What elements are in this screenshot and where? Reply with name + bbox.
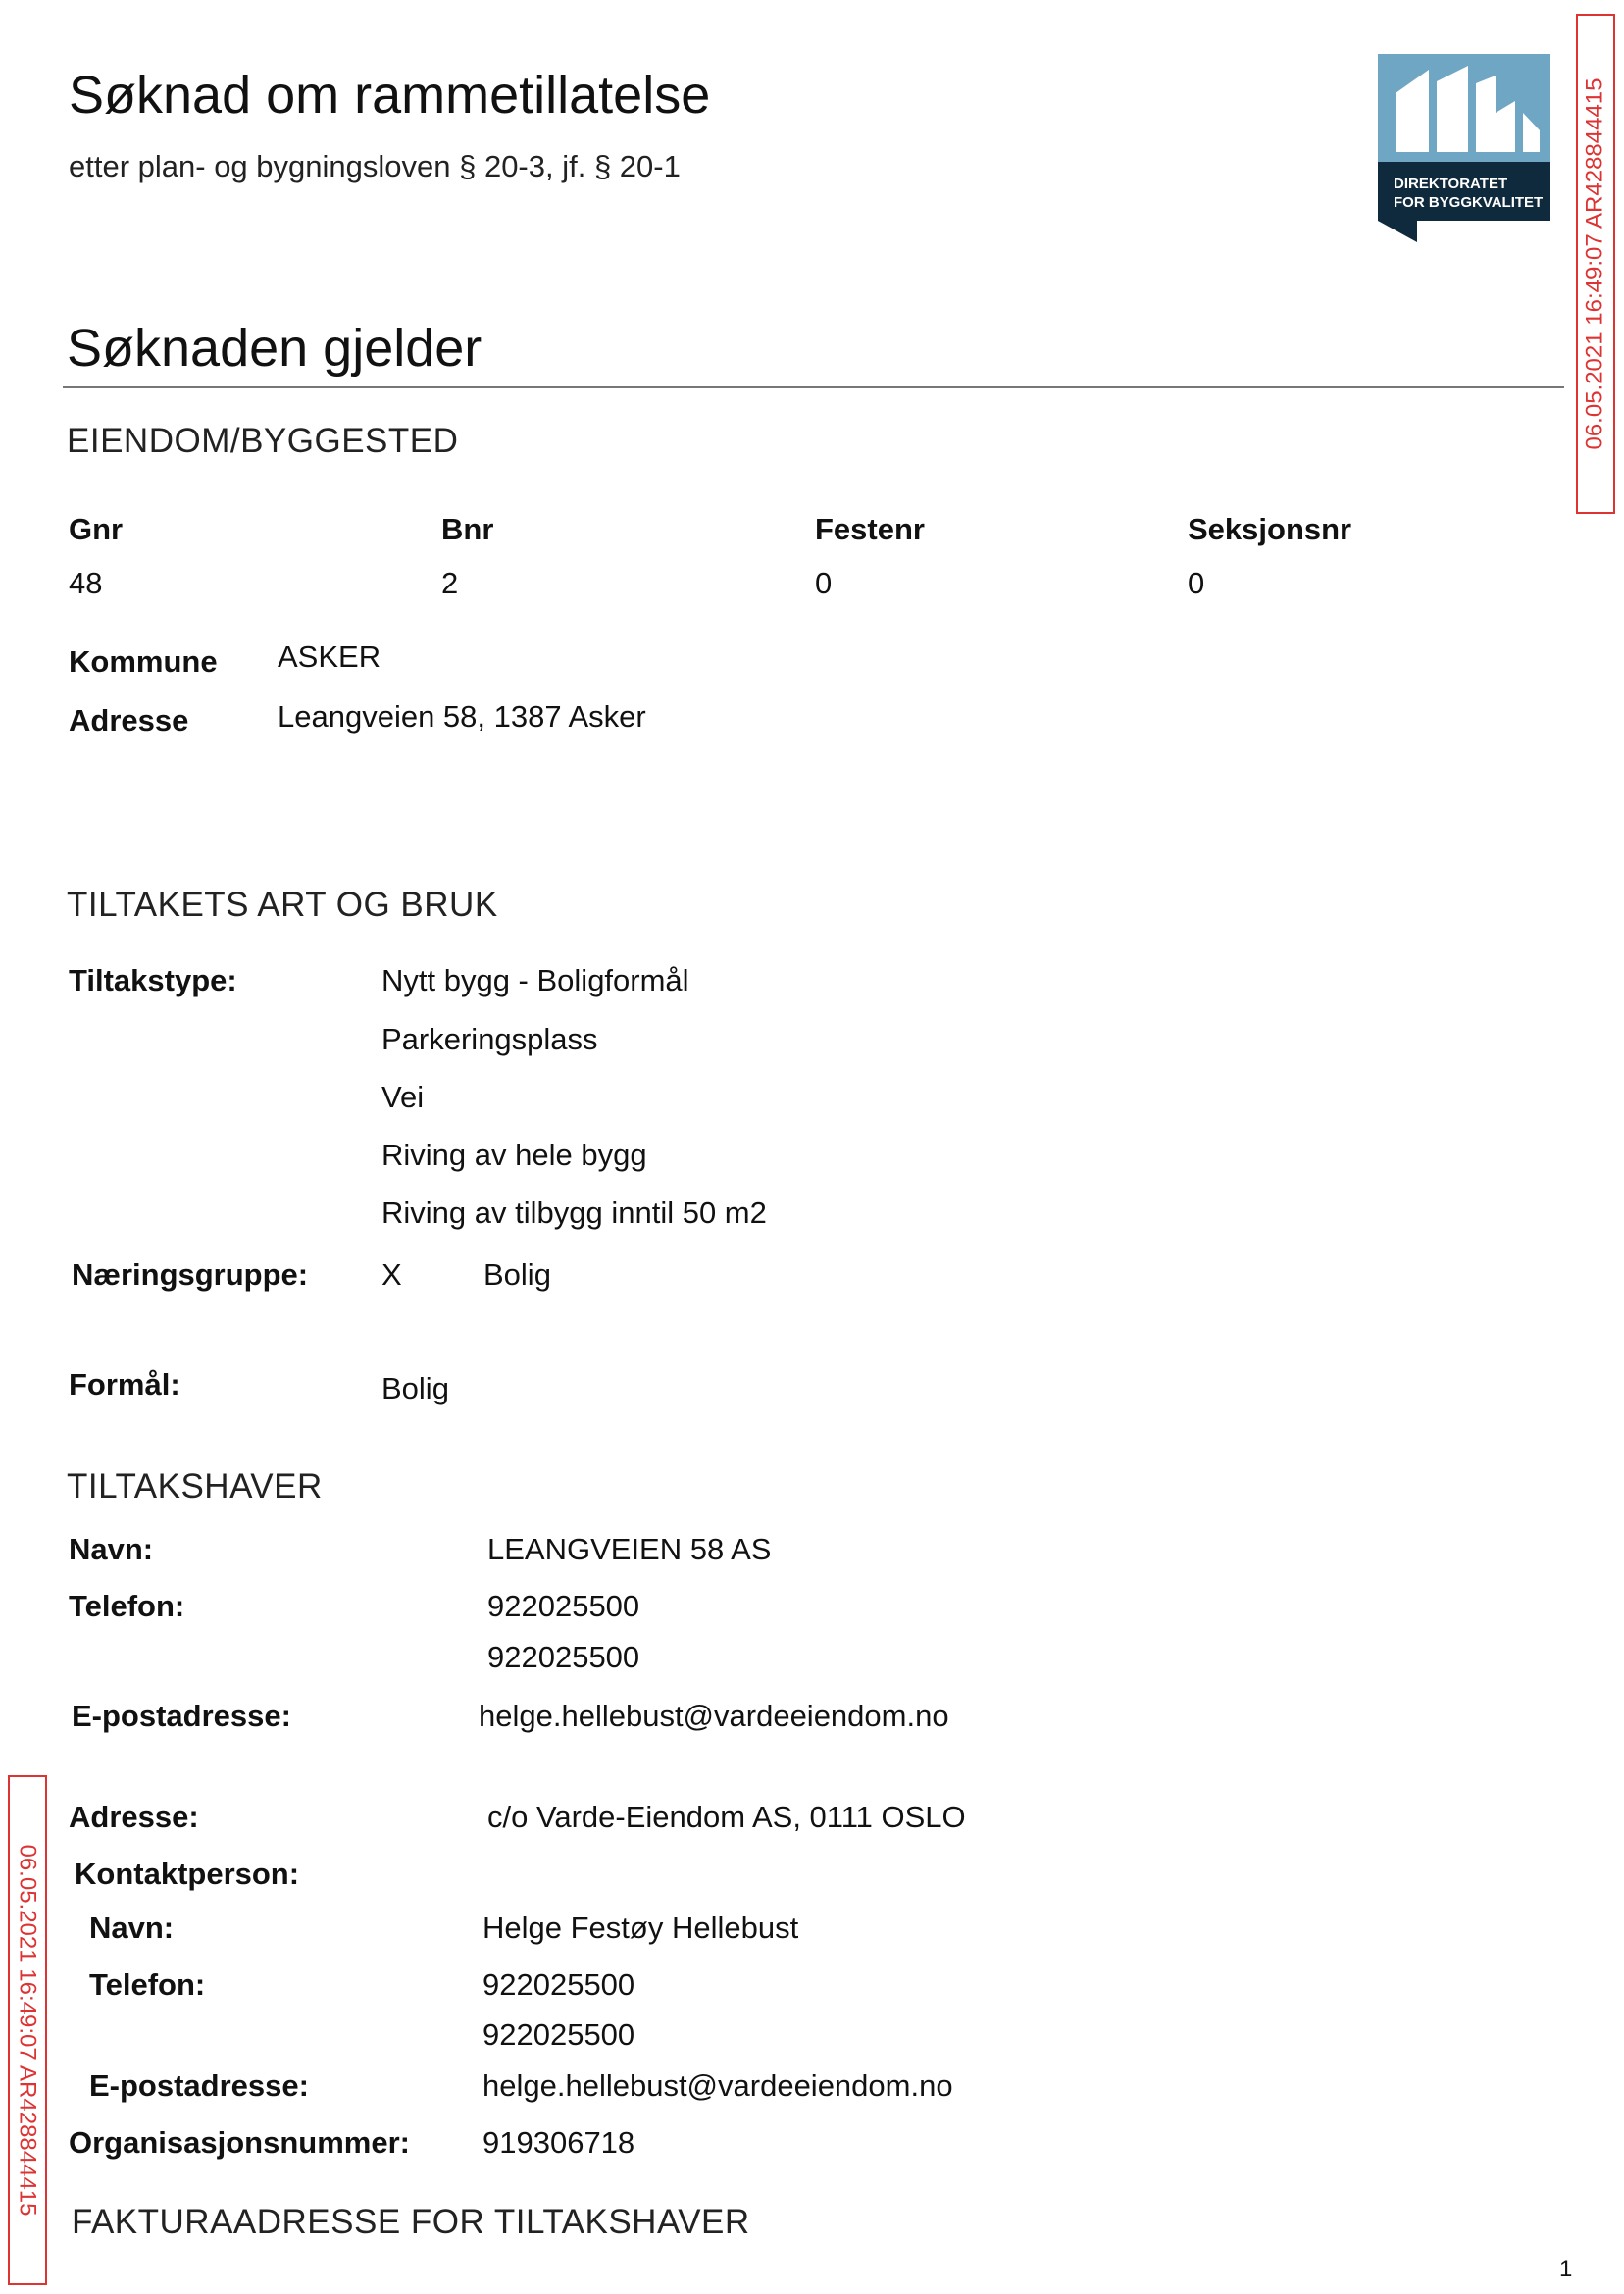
tiltak-heading: TILTAKETS ART OG BRUK xyxy=(67,886,498,924)
svg-text:FOR BYGGKVALITET: FOR BYGGKVALITET xyxy=(1394,194,1544,211)
section-divider xyxy=(63,386,1564,388)
kontakt-navn-label: Navn: xyxy=(89,1911,175,1945)
adresse-label: Adresse xyxy=(69,703,189,738)
naeringsgruppe-code: X xyxy=(381,1257,402,1292)
section-title: Søknaden gjelder xyxy=(67,319,482,378)
orgnr-label: Organisasjonsnummer: xyxy=(69,2125,410,2160)
stamp-top-right: 06.05.2021 16:49:07 AR428844415 xyxy=(1576,14,1615,514)
kontaktperson-label: Kontaktperson: xyxy=(75,1857,300,1891)
tiltakstype-item: Vei xyxy=(381,1080,425,1114)
faktura-heading: FAKTURAADRESSE FOR TILTAKSHAVER xyxy=(72,2203,750,2241)
kontakt-telefon-label: Telefon: xyxy=(89,1967,206,2002)
formal-label: Formål: xyxy=(69,1367,180,1402)
orgnr-value: 919306718 xyxy=(482,2125,635,2160)
naeringsgruppe-value: Bolig xyxy=(483,1257,551,1292)
kontakt-telefon-value-2: 922025500 xyxy=(482,2017,635,2052)
tiltakshaver-telefon-value: 922025500 xyxy=(487,1589,640,1623)
document-title: Søknad om rammetillatelse xyxy=(69,66,711,125)
bnr-label: Bnr xyxy=(441,512,494,546)
tiltakshaver-epost-value: helge.hellebust@vardeeiendom.no xyxy=(479,1699,949,1733)
svg-text:DIREKTORATET: DIREKTORATET xyxy=(1394,176,1508,192)
kommune-value: ASKER xyxy=(278,639,381,674)
gnr-label: Gnr xyxy=(69,512,124,546)
tiltakstype-item: Parkeringsplass xyxy=(381,1022,598,1056)
formal-value: Bolig xyxy=(381,1371,449,1405)
tiltakstype-label: Tiltakstype: xyxy=(69,963,237,997)
kommune-label: Kommune xyxy=(69,644,218,679)
tiltakstype-item: Riving av hele bygg xyxy=(381,1138,647,1172)
naeringsgruppe-label: Næringsgruppe: xyxy=(72,1257,309,1292)
festenr-value: 0 xyxy=(815,566,833,600)
tiltakshaver-telefon-value-2: 922025500 xyxy=(487,1640,640,1674)
tiltakshaver-adresse-label: Adresse: xyxy=(69,1800,199,1834)
dibk-logo-icon xyxy=(1378,54,1550,242)
kontakt-epost-value: helge.hellebust@vardeeiendom.no xyxy=(482,2068,953,2103)
stamp-bottom-left: 06.05.2021 16:49:07 AR428844415 xyxy=(8,1775,47,2285)
tiltakshaver-adresse-value: c/o Varde-Eiendom AS, 0111 OSLO xyxy=(487,1800,966,1834)
gnr-value: 48 xyxy=(69,566,103,600)
page-number: 1 xyxy=(1559,2256,1573,2282)
seksjonsnr-value: 0 xyxy=(1188,566,1205,600)
tiltakstype-item: Riving av tilbygg inntil 50 m2 xyxy=(381,1196,767,1230)
eiendom-heading: EIENDOM/BYGGESTED xyxy=(67,422,459,460)
document-subtitle: etter plan- og bygningsloven § 20-3, jf. § 20-1 xyxy=(69,149,681,183)
tiltakstype-item: Nytt bygg - Boligformål xyxy=(381,963,689,997)
kontakt-telefon-value: 922025500 xyxy=(482,1967,635,2002)
festenr-label: Festenr xyxy=(815,512,925,546)
bnr-value: 2 xyxy=(441,566,459,600)
tiltakshaver-telefon-label: Telefon: xyxy=(69,1589,185,1623)
seksjonsnr-label: Seksjonsnr xyxy=(1188,512,1352,546)
tiltakshaver-epost-label: E-postadresse: xyxy=(72,1699,291,1733)
adresse-value: Leangveien 58, 1387 Asker xyxy=(278,699,646,734)
kontakt-epost-label: E-postadresse: xyxy=(89,2068,309,2103)
tiltakshaver-heading: TILTAKSHAVER xyxy=(67,1467,323,1505)
kontakt-navn-value: Helge Festøy Hellebust xyxy=(482,1911,799,1945)
dibk-logo xyxy=(1378,54,1550,242)
tiltakshaver-navn-label: Navn: xyxy=(69,1532,154,1566)
tiltakshaver-navn-value: LEANGVEIEN 58 AS xyxy=(487,1532,772,1566)
